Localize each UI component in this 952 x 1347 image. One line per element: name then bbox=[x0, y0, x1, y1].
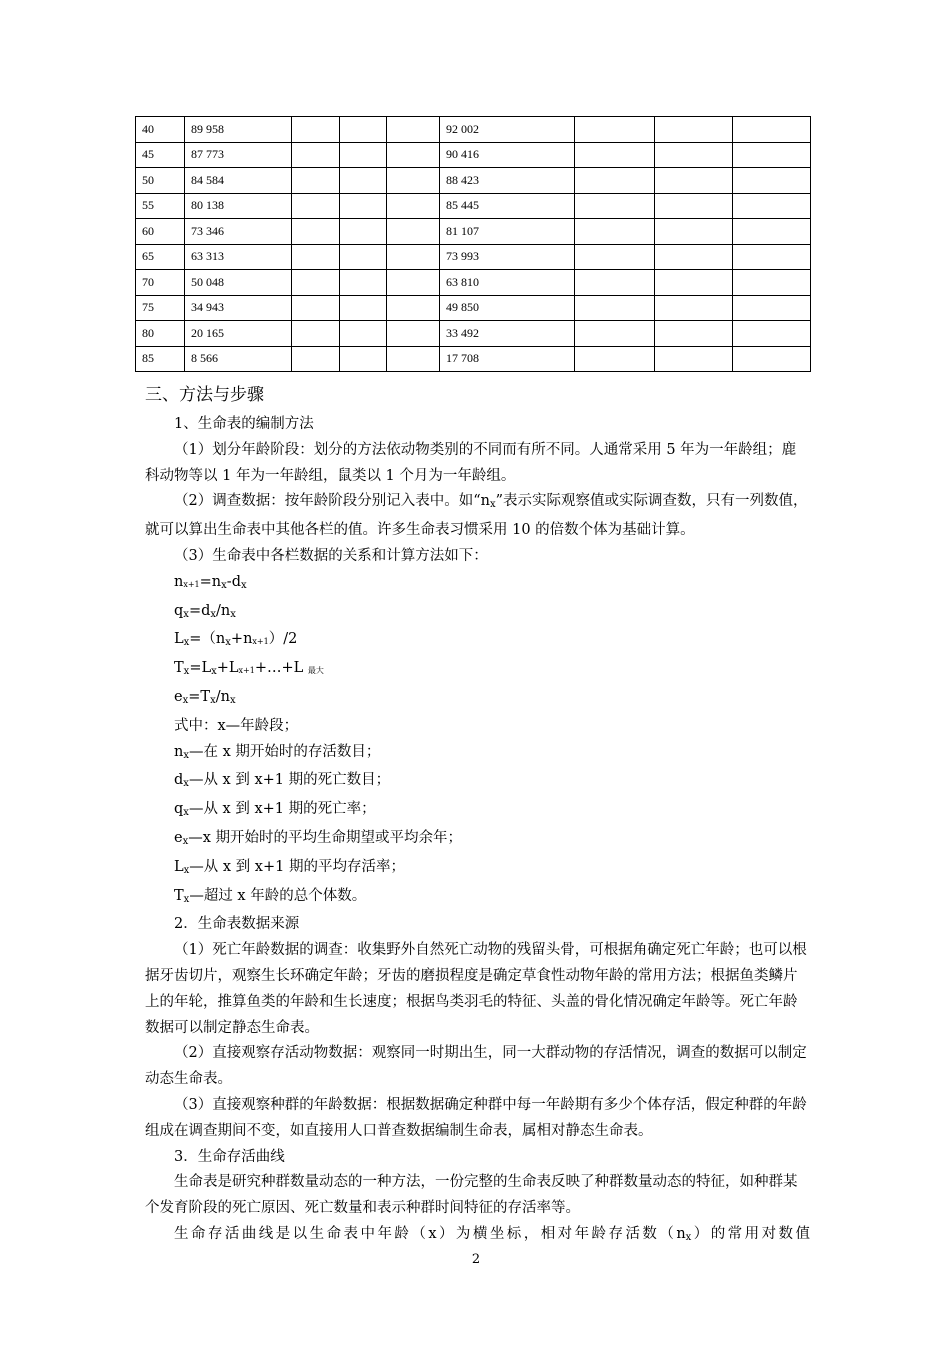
table-cell: 70 bbox=[136, 270, 185, 296]
table-cell bbox=[655, 219, 733, 245]
body-text bbox=[145, 412, 810, 1251]
paragraph: （1）死亡年龄数据的调查：收集野外自然死亡动物的残留头骨，可根据角确定死亡年龄；也可以根据牙齿切片，观察生长环确定年龄；牙齿的磨损程度是确定草食性动物年龄的常用方法；根据鱼类鳞片上的年轮，推算鱼类的年龄和生长速度；根据鸟类羽毛的特征、头盖的骨化情况确定年龄等。死亡年龄数据可以制定静态生命表。 bbox=[145, 942, 807, 1036]
subsection-title-1: 1、生命表的编制方法 bbox=[174, 416, 314, 432]
table-cell bbox=[340, 346, 387, 372]
table-row bbox=[136, 117, 811, 143]
table-cell bbox=[655, 321, 733, 347]
table-cell bbox=[733, 193, 811, 219]
table-cell bbox=[655, 346, 733, 372]
table-cell bbox=[655, 117, 733, 143]
table-cell bbox=[292, 193, 340, 219]
table-cell bbox=[340, 193, 387, 219]
table-cell: 63 313 bbox=[185, 244, 292, 270]
table-cell: 34 943 bbox=[185, 295, 292, 321]
definition: $n_x—$在 x 期开始时的存活数目； bbox=[174, 743, 381, 761]
definition: $T_x—$超过 x 年龄的总个体数。 bbox=[174, 887, 367, 905]
table-cell bbox=[733, 244, 811, 270]
formula: $nx+1=n_x-d_x$ bbox=[174, 573, 247, 591]
table-cell bbox=[292, 142, 340, 168]
table-cell: 45 bbox=[136, 142, 185, 168]
table-cell: 87 773 bbox=[185, 142, 292, 168]
life-table bbox=[135, 116, 811, 372]
table-cell bbox=[340, 117, 387, 143]
table-cell bbox=[575, 117, 655, 143]
paragraph: 生命表是研究种群数量动态的一种方法，一份完整的生命表反映了种群数量动态的特征，如种群某个发育阶段的死亡原因、死亡数量和表示种群时间特征的存活率等。 bbox=[145, 1174, 798, 1217]
table-cell: 89 958 bbox=[185, 117, 292, 143]
table-cell bbox=[575, 244, 655, 270]
paragraph: （3）直接观察种群的年龄数据：根据数据确定种群中每一年龄期有多少个体存活，假定种群的年龄组成在调查期间不变，如直接用人口普查数据编制生命表，属相对静态生命表。 bbox=[145, 1096, 807, 1139]
table-cell bbox=[733, 168, 811, 194]
page-number: 2 bbox=[471, 1252, 481, 1267]
table-cell bbox=[575, 193, 655, 219]
table-cell bbox=[340, 295, 387, 321]
table-cell: 50 bbox=[136, 168, 185, 194]
definition: $L_x—$从 x 到 x+1 期的平均存活率； bbox=[174, 858, 405, 876]
table-cell bbox=[575, 295, 655, 321]
table-row bbox=[136, 193, 811, 219]
table-cell bbox=[292, 219, 340, 245]
table-cell bbox=[655, 270, 733, 296]
table-cell bbox=[733, 270, 811, 296]
where-line: 式中：x—年龄段； bbox=[174, 717, 299, 734]
section-heading: 三、方法与步骤 bbox=[145, 385, 264, 405]
table-cell: 90 416 bbox=[440, 142, 575, 168]
table-cell bbox=[340, 168, 387, 194]
table-cell: 40 bbox=[136, 117, 185, 143]
table-cell bbox=[733, 142, 811, 168]
table-cell bbox=[733, 117, 811, 143]
table-cell: 88 423 bbox=[440, 168, 575, 194]
table-cell bbox=[387, 244, 440, 270]
table-cell: 17 708 bbox=[440, 346, 575, 372]
table-cell: 75 bbox=[136, 295, 185, 321]
table-cell bbox=[387, 295, 440, 321]
table-cell bbox=[575, 346, 655, 372]
table-cell bbox=[733, 321, 811, 347]
table-cell bbox=[387, 117, 440, 143]
table-cell: 85 bbox=[136, 346, 185, 372]
table-row bbox=[136, 168, 811, 194]
table-cell bbox=[340, 321, 387, 347]
formula: $q_x=d_x/n_x$ bbox=[174, 602, 236, 620]
table-cell: 80 bbox=[136, 321, 185, 347]
table-cell bbox=[292, 244, 340, 270]
table-cell: 84 584 bbox=[185, 168, 292, 194]
table-cell: 73 346 bbox=[185, 219, 292, 245]
table-row bbox=[136, 219, 811, 245]
table-cell: 55 bbox=[136, 193, 185, 219]
table-row bbox=[136, 321, 811, 347]
table-cell bbox=[340, 270, 387, 296]
table-cell bbox=[292, 346, 340, 372]
definition: $e_x—x$ 期开始时的平均生命期望或平均余年； bbox=[174, 829, 463, 847]
table-cell bbox=[292, 270, 340, 296]
table-cell bbox=[387, 346, 440, 372]
table-cell: 20 165 bbox=[185, 321, 292, 347]
table-cell bbox=[340, 244, 387, 270]
table-cell bbox=[655, 168, 733, 194]
table-cell bbox=[733, 295, 811, 321]
subsection-title-2: 2．生命表数据来源 bbox=[174, 916, 300, 933]
formula: $T_x=L_x+Lx+1+\dots+L$ 最大 bbox=[174, 660, 324, 678]
formula: $L_x=(n_x+nx+1)/2$ bbox=[174, 631, 298, 649]
table-cell: 92 002 bbox=[440, 117, 575, 143]
paragraph: （3）生命表中各栏数据的关系和计算方法如下： bbox=[174, 547, 488, 564]
table-cell: 65 bbox=[136, 244, 185, 270]
table-cell bbox=[575, 142, 655, 168]
table-cell bbox=[387, 321, 440, 347]
table-cell bbox=[387, 270, 440, 296]
definition: $q_x—$从 x 到 x+1 期的死亡率； bbox=[174, 801, 376, 819]
table-row bbox=[136, 270, 811, 296]
table-cell: 50 048 bbox=[185, 270, 292, 296]
table-cell bbox=[575, 321, 655, 347]
table-cell bbox=[575, 219, 655, 245]
table-cell bbox=[292, 117, 340, 143]
table-cell bbox=[292, 168, 340, 194]
table-cell bbox=[655, 244, 733, 270]
table-row bbox=[136, 295, 811, 321]
paragraph: （1）划分年龄阶段：划分的方法依动物类别的不同而有所不同。人通常采用 5 年为一年龄组；鹿科动物等以 1 年为一年龄组，鼠类以 1 个月为一年龄组。 bbox=[145, 441, 797, 484]
table-cell bbox=[655, 142, 733, 168]
table-cell bbox=[387, 168, 440, 194]
table-cell bbox=[655, 193, 733, 219]
table-cell: 85 445 bbox=[440, 193, 575, 219]
table-cell bbox=[575, 168, 655, 194]
definition: $d_x—$从 x 到 x+1 期的死亡数目； bbox=[174, 772, 391, 790]
table-cell bbox=[387, 193, 440, 219]
life-table-body bbox=[136, 117, 811, 372]
table-cell: 8 566 bbox=[185, 346, 292, 372]
table-row bbox=[136, 244, 811, 270]
paragraph: （2）调查数据：按年龄阶段分别记入表中。如“$n_x$”表示实际观察值或实际调查数，只有一列数值，就可以算出生命表中其他各栏的值。许多生命表习惯采用 10 的倍数个体为基础计算。 bbox=[145, 493, 808, 539]
table-row bbox=[136, 142, 811, 168]
table-cell bbox=[733, 346, 811, 372]
table-cell bbox=[292, 295, 340, 321]
table-cell bbox=[655, 295, 733, 321]
paragraph: （2）直接观察存活动物数据：观察同一时期出生，同一大群动物的存活情况，调查的数据可以制定动态生命表。 bbox=[145, 1045, 807, 1088]
table-cell: 33 492 bbox=[440, 321, 575, 347]
table-cell: 80 138 bbox=[185, 193, 292, 219]
table-cell bbox=[733, 219, 811, 245]
table-cell: 49 850 bbox=[440, 295, 575, 321]
table-cell bbox=[387, 219, 440, 245]
table-cell bbox=[387, 142, 440, 168]
table-cell: 63 810 bbox=[440, 270, 575, 296]
table-cell bbox=[340, 219, 387, 245]
formula: $e_x=T_x/n_x$ bbox=[174, 688, 236, 706]
table-cell bbox=[575, 270, 655, 296]
subsection-title-3: 3．生命存活曲线 bbox=[174, 1148, 285, 1165]
paragraph: 生命存活曲线是以生命表中年龄（x）为横坐标，相对年龄存活数$(n_x)$的常用对数值 bbox=[174, 1225, 810, 1243]
table-cell bbox=[292, 321, 340, 347]
table-cell: 81 107 bbox=[440, 219, 575, 245]
table-cell: 73 993 bbox=[440, 244, 575, 270]
table-row bbox=[136, 346, 811, 372]
table-cell bbox=[340, 142, 387, 168]
table-cell: 60 bbox=[136, 219, 185, 245]
